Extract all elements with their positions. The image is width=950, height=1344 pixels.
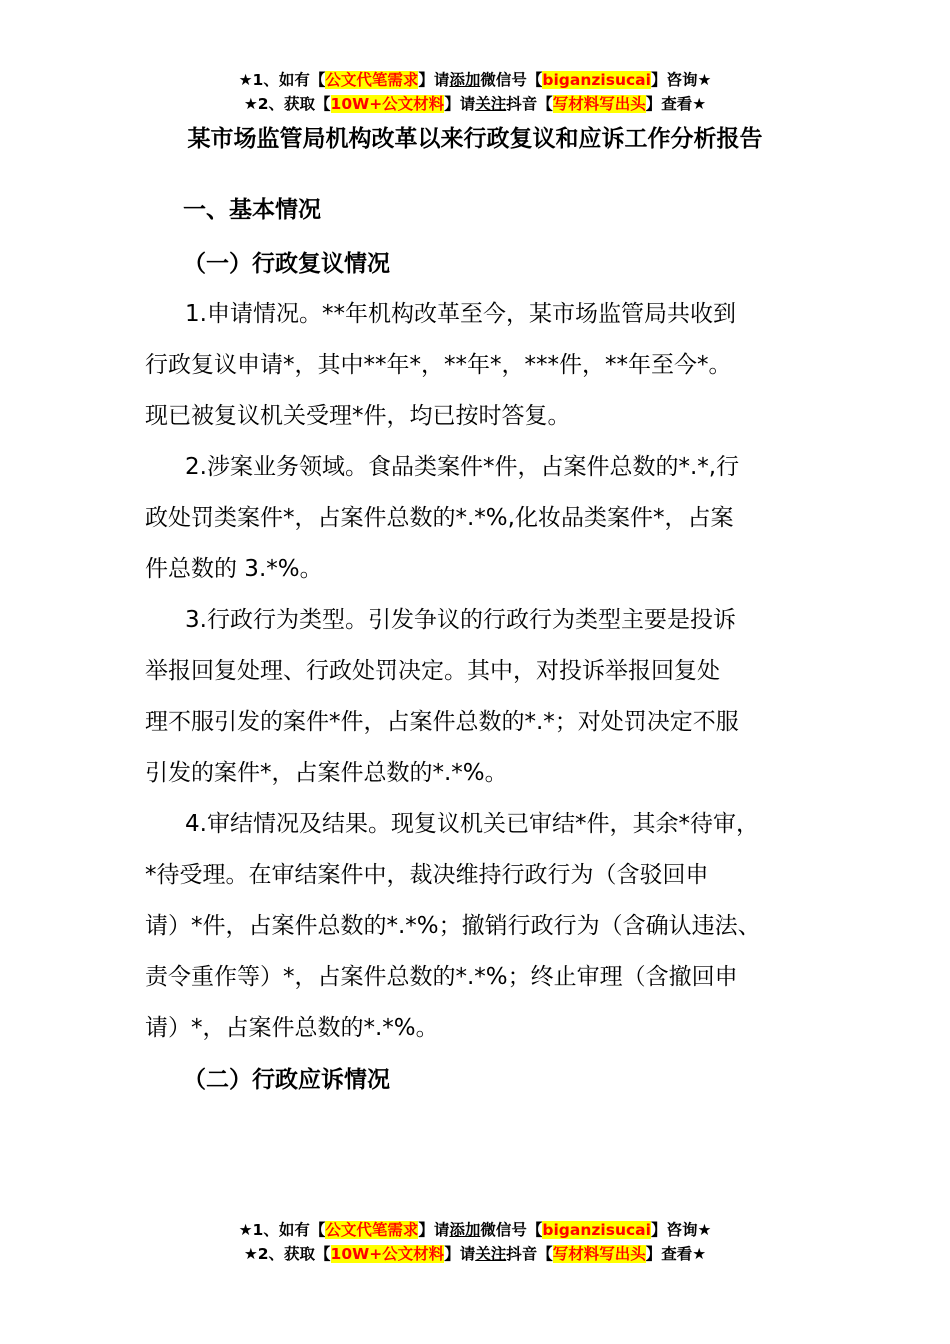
promo-highlight: 公文代笔需求 bbox=[325, 71, 419, 89]
paragraph-applications bbox=[145, 289, 817, 442]
paragraph-action-types bbox=[145, 595, 817, 799]
promo-text: ★2、获取【 bbox=[243, 1245, 331, 1263]
promo-text: 】请 bbox=[444, 1245, 476, 1263]
paragraph-line: 3.行政行为类型。引发争议的行政行为类型主要是投诉 bbox=[185, 607, 736, 633]
promo-text: 微信号【 bbox=[480, 1221, 543, 1239]
promo-text: 】咨询★ bbox=[650, 1221, 712, 1239]
document-title: 某市场监管局机构改革以来行政复议和应诉工作分析报告 bbox=[187, 126, 763, 152]
promo-highlight: biganzisucai bbox=[542, 71, 651, 89]
paragraph-line: 4.审结情况及结果。现复议机关已审结*件，其余*待审， bbox=[185, 811, 759, 837]
paragraph-line: *待受理。在审结案件中，裁决维持行政行为（含驳回申 bbox=[145, 862, 709, 888]
paragraph-line: 请）*件，占案件总数的*.*%；撤销行政行为（含确认违法、 bbox=[145, 913, 761, 939]
paragraph-line: 理不服引发的案件*件，占案件总数的*.*；对处罚决定不服 bbox=[145, 709, 739, 735]
header-promo-line-2 bbox=[0, 93, 950, 115]
paragraph-line: 2.涉案业务领域。食品类案件*件，占案件总数的*.*,行 bbox=[185, 454, 740, 480]
paragraph-line: 1.申请情况。**年机构改革至今，某市场监管局共收到 bbox=[185, 301, 736, 327]
paragraph-business-areas bbox=[145, 442, 817, 595]
promo-text: 】查看★ bbox=[645, 1245, 707, 1263]
paragraph-line: 现已被复议机关受理*件，均已按时答复。 bbox=[145, 403, 571, 429]
subheading-litigation: （二）行政应诉情况 bbox=[183, 1067, 390, 1093]
promo-text: 】请 bbox=[444, 95, 476, 113]
promo-text: ★1、如有【 bbox=[238, 1221, 326, 1239]
section-heading-basic: 一、基本情况 bbox=[183, 197, 321, 223]
promo-text: 】请 bbox=[418, 71, 450, 89]
subheading-review: （一）行政复议情况 bbox=[183, 251, 390, 277]
footer-promo-line-1 bbox=[0, 1219, 950, 1241]
promo-underline: 添加 bbox=[449, 1221, 481, 1239]
promo-underline: 添加 bbox=[449, 71, 481, 89]
promo-highlight: 10W+公文材料 bbox=[330, 95, 445, 113]
paragraph-line: 件总数的 3.*%。 bbox=[145, 556, 323, 582]
promo-highlight: 写材料写出头 bbox=[552, 1245, 646, 1263]
promo-text: ★2、获取【 bbox=[243, 95, 331, 113]
paragraph-line: 请）*，占案件总数的*.*%。 bbox=[145, 1015, 439, 1041]
paragraph-results bbox=[145, 799, 817, 1054]
promo-text: 微信号【 bbox=[480, 71, 543, 89]
promo-text: 】请 bbox=[418, 1221, 450, 1239]
promo-highlight: biganzisucai bbox=[542, 1221, 651, 1239]
promo-underline: 关注 bbox=[475, 95, 507, 113]
paragraph-line: 政处罚类案件*，占案件总数的*.*%,化妆品类案件*，占案 bbox=[145, 505, 734, 531]
promo-text: 抖音【 bbox=[506, 1245, 553, 1263]
promo-highlight: 10W+公文材料 bbox=[330, 1245, 445, 1263]
promo-text: 】咨询★ bbox=[650, 71, 712, 89]
paragraph-line: 责令重作等）*，占案件总数的*.*%；终止审理（含撤回申 bbox=[145, 964, 738, 990]
paragraph-line: 举报回复处理、行政处罚决定。其中，对投诉举报回复处 bbox=[145, 658, 720, 684]
footer-promo-line-2 bbox=[0, 1243, 950, 1265]
paragraph-line: 引发的案件*，占案件总数的*.*%。 bbox=[145, 760, 508, 786]
paragraph-line: 行政复议申请*，其中**年*，**年*，***件，**年至今*。 bbox=[145, 352, 732, 378]
promo-underline: 关注 bbox=[475, 1245, 507, 1263]
promo-highlight: 公文代笔需求 bbox=[325, 1221, 419, 1239]
promo-text: 】查看★ bbox=[645, 95, 707, 113]
header-promo-line-1 bbox=[0, 69, 950, 91]
promo-text: ★1、如有【 bbox=[238, 71, 326, 89]
promo-highlight: 写材料写出头 bbox=[552, 95, 646, 113]
promo-text: 抖音【 bbox=[506, 95, 553, 113]
